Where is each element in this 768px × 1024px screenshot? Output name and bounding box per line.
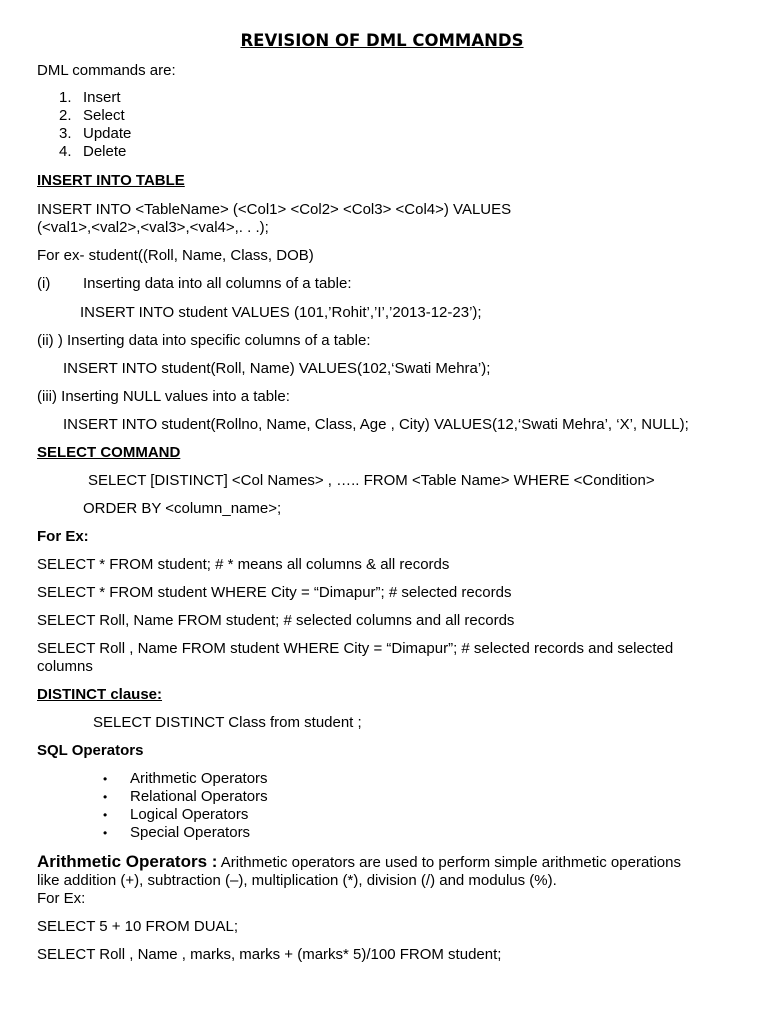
arithmetic-example-2: SELECT Roll , Name , marks, marks + (marks* 5)/100 FROM student; bbox=[37, 946, 502, 963]
list-item: • Relational Operators bbox=[103, 788, 268, 805]
list-item: • Special Operators bbox=[103, 824, 251, 841]
arithmetic-heading: Arithmetic Operators : bbox=[37, 852, 218, 871]
list-item: 1. Insert bbox=[59, 89, 121, 106]
select-example-2: SELECT * FROM student WHERE City = “Dimapur”; # selected records bbox=[37, 584, 512, 601]
arithmetic-for-ex: For Ex: bbox=[37, 890, 86, 907]
insert-syntax-line1: INSERT INTO <TableName> (<Col1> <Col2> <Col3> <Col4>) VALUES bbox=[37, 201, 512, 218]
bullet-icon: • bbox=[103, 826, 108, 840]
operators-list bbox=[37, 770, 727, 842]
bullet-icon: • bbox=[103, 772, 108, 786]
intro-text: DML commands are: bbox=[37, 62, 176, 79]
select-heading: SELECT COMMAND bbox=[37, 444, 181, 461]
select-for-ex: For Ex: bbox=[37, 528, 89, 545]
insert-example-intro: For ex- student((Roll, Name, Class, DOB) bbox=[37, 247, 314, 264]
bullet-icon: • bbox=[103, 790, 108, 804]
insert-case1-code: INSERT INTO student VALUES (101,’Rohit’,’I’,’2013-12-23’); bbox=[80, 304, 482, 321]
list-item: • Arithmetic Operators bbox=[103, 770, 268, 787]
insert-case2: (ii) ) Inserting data into specific columns of a table: bbox=[37, 332, 371, 349]
bullet-icon: • bbox=[103, 808, 108, 822]
select-example-3: SELECT Roll, Name FROM student; # selected columns and all records bbox=[37, 612, 515, 629]
arithmetic-desc-line1: Arithmetic operators are used to perform simple arithmetic operations bbox=[217, 854, 681, 871]
list-item: • Logical Operators bbox=[103, 806, 249, 823]
distinct-heading: DISTINCT clause: bbox=[37, 686, 163, 703]
insert-case3-code: INSERT INTO student(Rollno, Name, Class, Age , City) VALUES(12,‘Swati Mehra’, ‘X’, NULL); bbox=[63, 416, 689, 433]
distinct-code: SELECT DISTINCT Class from student ; bbox=[93, 714, 362, 731]
dml-commands-list bbox=[37, 89, 727, 161]
insert-case2-code: INSERT INTO student(Roll, Name) VALUES(102,‘Swati Mehra’); bbox=[63, 360, 491, 377]
list-item: 2. Select bbox=[59, 107, 125, 124]
list-item: 4. Delete bbox=[59, 143, 127, 160]
page-title: REVISION OF DML COMMANDS bbox=[240, 31, 524, 50]
select-syntax-line1: SELECT [DISTINCT] <Col Names> , ….. FROM <Table Name> WHERE <Condition> bbox=[88, 472, 655, 489]
arithmetic-paragraph bbox=[37, 853, 727, 872]
document-page bbox=[37, 29, 727, 964]
arithmetic-desc-line2: like addition (+), subtraction (–), multiplication (*), division (/) and modulus (%). bbox=[37, 872, 557, 889]
select-example-4-line2: columns bbox=[37, 658, 93, 675]
insert-case3: (iii) Inserting NULL values into a table: bbox=[37, 388, 290, 405]
operators-heading: SQL Operators bbox=[37, 742, 144, 759]
select-syntax-line2: ORDER BY <column_name>; bbox=[83, 500, 282, 517]
insert-syntax-line2: (<val1>,<val2>,<val3>,<val4>,. . .); bbox=[37, 219, 269, 236]
select-example-4-line1: SELECT Roll , Name FROM student WHERE City = “Dimapur”; # selected records and selected bbox=[37, 640, 674, 657]
insert-heading: INSERT INTO TABLE bbox=[37, 172, 185, 189]
select-example-1: SELECT * FROM student; # * means all columns & all records bbox=[37, 556, 450, 573]
insert-case1: (i) Inserting data into all columns of a table: bbox=[37, 275, 352, 292]
arithmetic-example-1: SELECT 5 + 10 FROM DUAL; bbox=[37, 918, 239, 935]
list-item: 3. Update bbox=[59, 125, 132, 142]
